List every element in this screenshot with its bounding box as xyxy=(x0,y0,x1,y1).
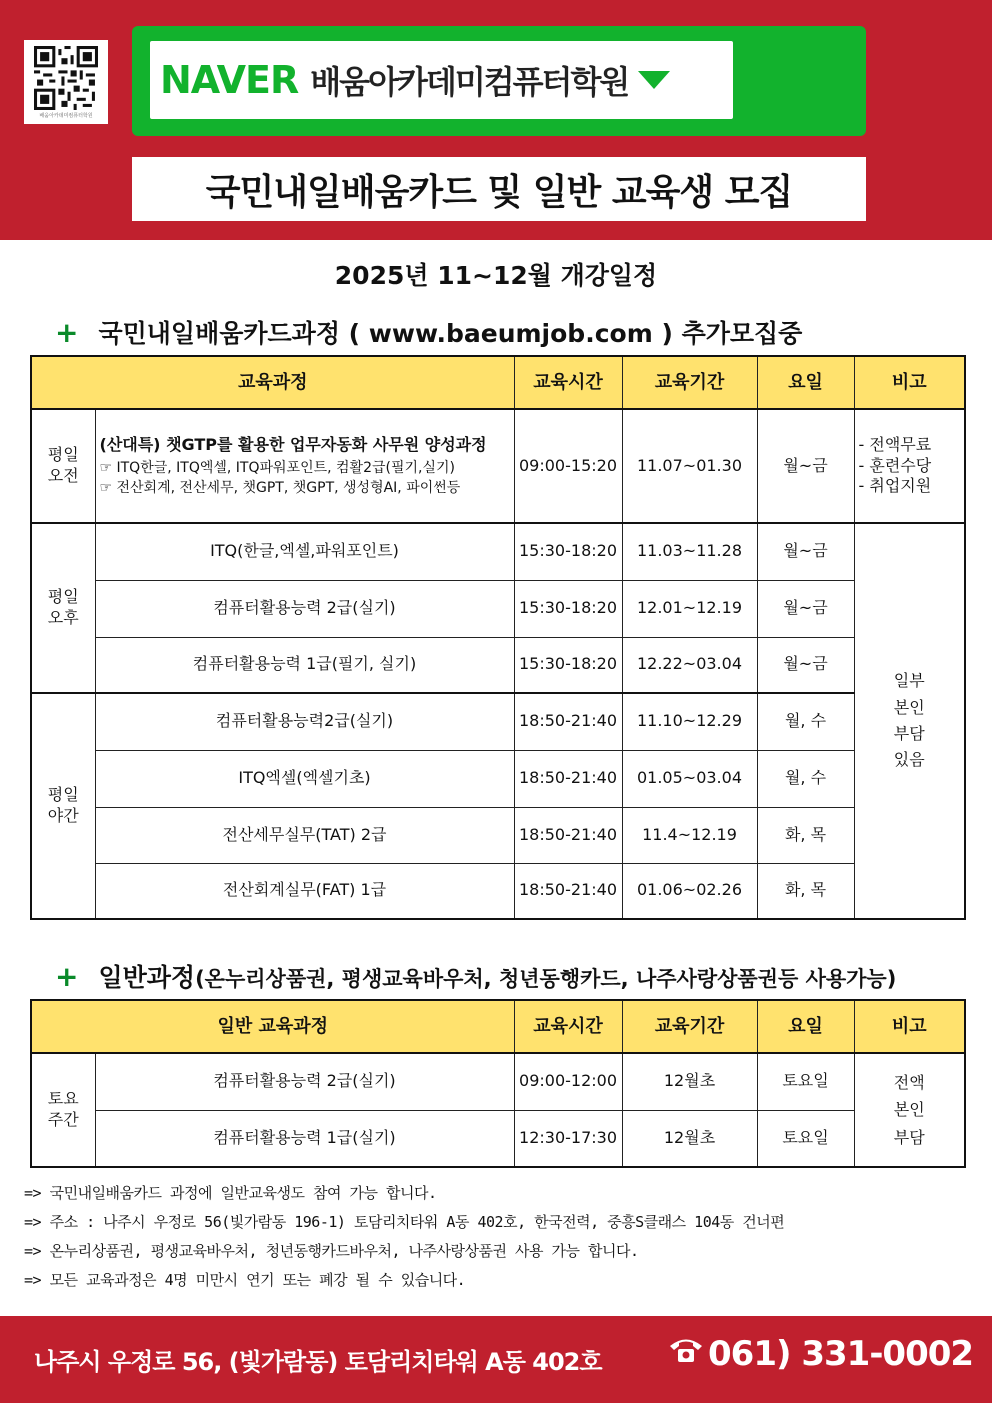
days-cell: 월~금 xyxy=(757,637,854,693)
time-cell: 12:30-17:30 xyxy=(514,1110,622,1167)
days-cell: 월~금 xyxy=(757,580,854,637)
section2-subtitle: (온누리상품권, 평생교육바우처, 청년동행카드, 나주사랑상품권등 사용가능) xyxy=(195,967,897,991)
days-cell: 화, 목 xyxy=(757,807,854,863)
row-group-label: 평일 오전 xyxy=(31,409,95,523)
header-notes: 비고 xyxy=(854,1000,965,1053)
notes-cell: 일부 본인 부담 있음 xyxy=(854,523,965,919)
note-item: - 전액무료 xyxy=(858,434,932,454)
time-cell: 09:00-12:00 xyxy=(514,1053,622,1110)
course-cell: ITQ(한글,엑셀,파워포인트) xyxy=(95,523,514,580)
time-cell: 18:50-21:40 xyxy=(514,863,622,919)
time-cell: 09:00-15:20 xyxy=(514,409,622,523)
general-course-table xyxy=(30,999,966,1168)
section2-title-row xyxy=(55,958,896,994)
note-line: => 주소 : 나주시 우정로 56(빛가람동 196-1) 토담리치타워 A동 402호, 한국전력, 중흥S클래스 104동 건너편 xyxy=(24,1213,785,1231)
header-period: 교육기간 xyxy=(622,1000,757,1053)
naver-search-text: 배움아카데미컴퓨터학원 xyxy=(310,63,629,101)
course-subline: ☞ 전산회계, 전산세무, 챗GPT, 챗GPT, 생성형AI, 파이썬등 xyxy=(99,479,461,496)
days-cell: 월, 수 xyxy=(757,693,854,750)
header-banner xyxy=(0,0,992,240)
telephone-icon xyxy=(668,1334,704,1374)
period-cell: 01.05~03.04 xyxy=(622,750,757,807)
period-cell: 01.06~02.26 xyxy=(622,863,757,919)
section1-title-row xyxy=(55,314,802,350)
period-cell: 12월초 xyxy=(622,1110,757,1167)
days-cell: 화, 목 xyxy=(757,863,854,919)
header-time: 교육시간 xyxy=(514,356,622,409)
footer-address: 나주시 우정로 56, (빛가람동) 토담리치타워 A동 402호 xyxy=(34,1348,602,1376)
time-cell: 15:30-18:20 xyxy=(514,580,622,637)
header-days: 요일 xyxy=(757,356,854,409)
period-cell: 12월초 xyxy=(622,1053,757,1110)
phone-number: 061) 331-0002 xyxy=(708,1334,974,1374)
days-cell: 토요일 xyxy=(757,1110,854,1167)
days-cell: 월~금 xyxy=(757,523,854,580)
footer-banner xyxy=(0,1316,992,1403)
period-cell: 11.07~01.30 xyxy=(622,409,757,523)
time-cell: 18:50-21:40 xyxy=(514,807,622,863)
header-period: 교육기간 xyxy=(622,356,757,409)
course-cell xyxy=(95,409,514,523)
header-days: 요일 xyxy=(757,1000,854,1053)
notes-cell: 전액 본인 부담 xyxy=(854,1053,965,1167)
note-line: => 온누리상품권, 평생교육바우처, 청년동행카드바우처, 나주사랑상품권 사용 가능 합니다. xyxy=(24,1242,639,1260)
note-item: - 훈련수당 xyxy=(858,455,932,475)
notes-cell xyxy=(854,409,965,523)
note-item: - 취업지원 xyxy=(858,476,932,496)
section1-title: 국민내일배움카드과정 ( www.baeumjob.com ) 추가모집중 xyxy=(98,319,803,348)
footer-phone[interactable] xyxy=(668,1334,973,1374)
days-cell: 월, 수 xyxy=(757,750,854,807)
schedule-title: 2025년 11~12월 개강일정 xyxy=(334,261,658,290)
time-cell: 15:30-18:20 xyxy=(514,523,622,580)
time-cell: 15:30-18:20 xyxy=(514,637,622,693)
qr-code-icon xyxy=(34,46,98,110)
course-cell: 컴퓨터활용능력 1급(필기, 실기) xyxy=(95,637,514,693)
notes-list xyxy=(24,1179,784,1295)
course-subline: ☞ ITQ한글, ITQ엑셀, ITQ파워포인트, 컴활2급(필기,실기) xyxy=(99,459,455,476)
header-notes: 비고 xyxy=(854,356,965,409)
period-cell: 11.4~12.19 xyxy=(622,807,757,863)
header-course: 교육과정 xyxy=(31,356,514,409)
course-cell: ITQ엑셀(엑셀기초) xyxy=(95,750,514,807)
plus-icon: + xyxy=(55,316,79,349)
qr-caption: 배움아카데미컴퓨터학원 xyxy=(39,113,93,119)
period-cell: 12.22~03.04 xyxy=(622,637,757,693)
days-cell: 월~금 xyxy=(757,409,854,523)
course-cell: 컴퓨터활용능력 2급(실기) xyxy=(95,1053,514,1110)
time-cell: 18:50-21:40 xyxy=(514,750,622,807)
naver-logo: NAVER xyxy=(160,58,299,102)
period-cell: 12.01~12.19 xyxy=(622,580,757,637)
dropdown-triangle-icon xyxy=(638,71,670,89)
qr-code[interactable] xyxy=(24,40,108,124)
time-cell: 18:50-21:40 xyxy=(514,693,622,750)
course-cell: 컴퓨터활용능력2급(실기) xyxy=(95,693,514,750)
recruit-title-box xyxy=(132,157,866,221)
note-line: => 국민내일배움카드 과정에 일반교육생도 참여 가능 합니다. xyxy=(24,1184,437,1202)
recruit-title: 국민내일배움카드 및 일반 교육생 모집 xyxy=(205,171,793,213)
period-cell: 11.03~11.28 xyxy=(622,523,757,580)
plus-icon: + xyxy=(55,960,79,993)
card-course-table xyxy=(30,355,966,920)
section2-title: 일반과정 xyxy=(98,963,196,992)
period-cell: 11.10~12.29 xyxy=(622,693,757,750)
course-cell: 컴퓨터활용능력 1급(실기) xyxy=(95,1110,514,1167)
row-group-label: 평일 오후 xyxy=(31,523,95,693)
course-cell: 컴퓨터활용능력 2급(실기) xyxy=(95,580,514,637)
course-cell: 전산회계실무(FAT) 1급 xyxy=(95,863,514,919)
naver-search-box[interactable] xyxy=(150,41,733,119)
row-group-label: 토요 주간 xyxy=(31,1053,95,1167)
course-title: (산대특) 챗GTP를 활용한 업무자동화 사무원 양성과정 xyxy=(99,434,487,454)
header-course: 일반 교육과정 xyxy=(31,1000,514,1053)
row-group-label: 평일 야간 xyxy=(31,693,95,919)
course-cell: 전산세무실무(TAT) 2급 xyxy=(95,807,514,863)
days-cell: 토요일 xyxy=(757,1053,854,1110)
note-line: => 모든 교육과정은 4명 미만시 연기 또는 폐강 될 수 있습니다. xyxy=(24,1271,466,1289)
header-time: 교육시간 xyxy=(514,1000,622,1053)
